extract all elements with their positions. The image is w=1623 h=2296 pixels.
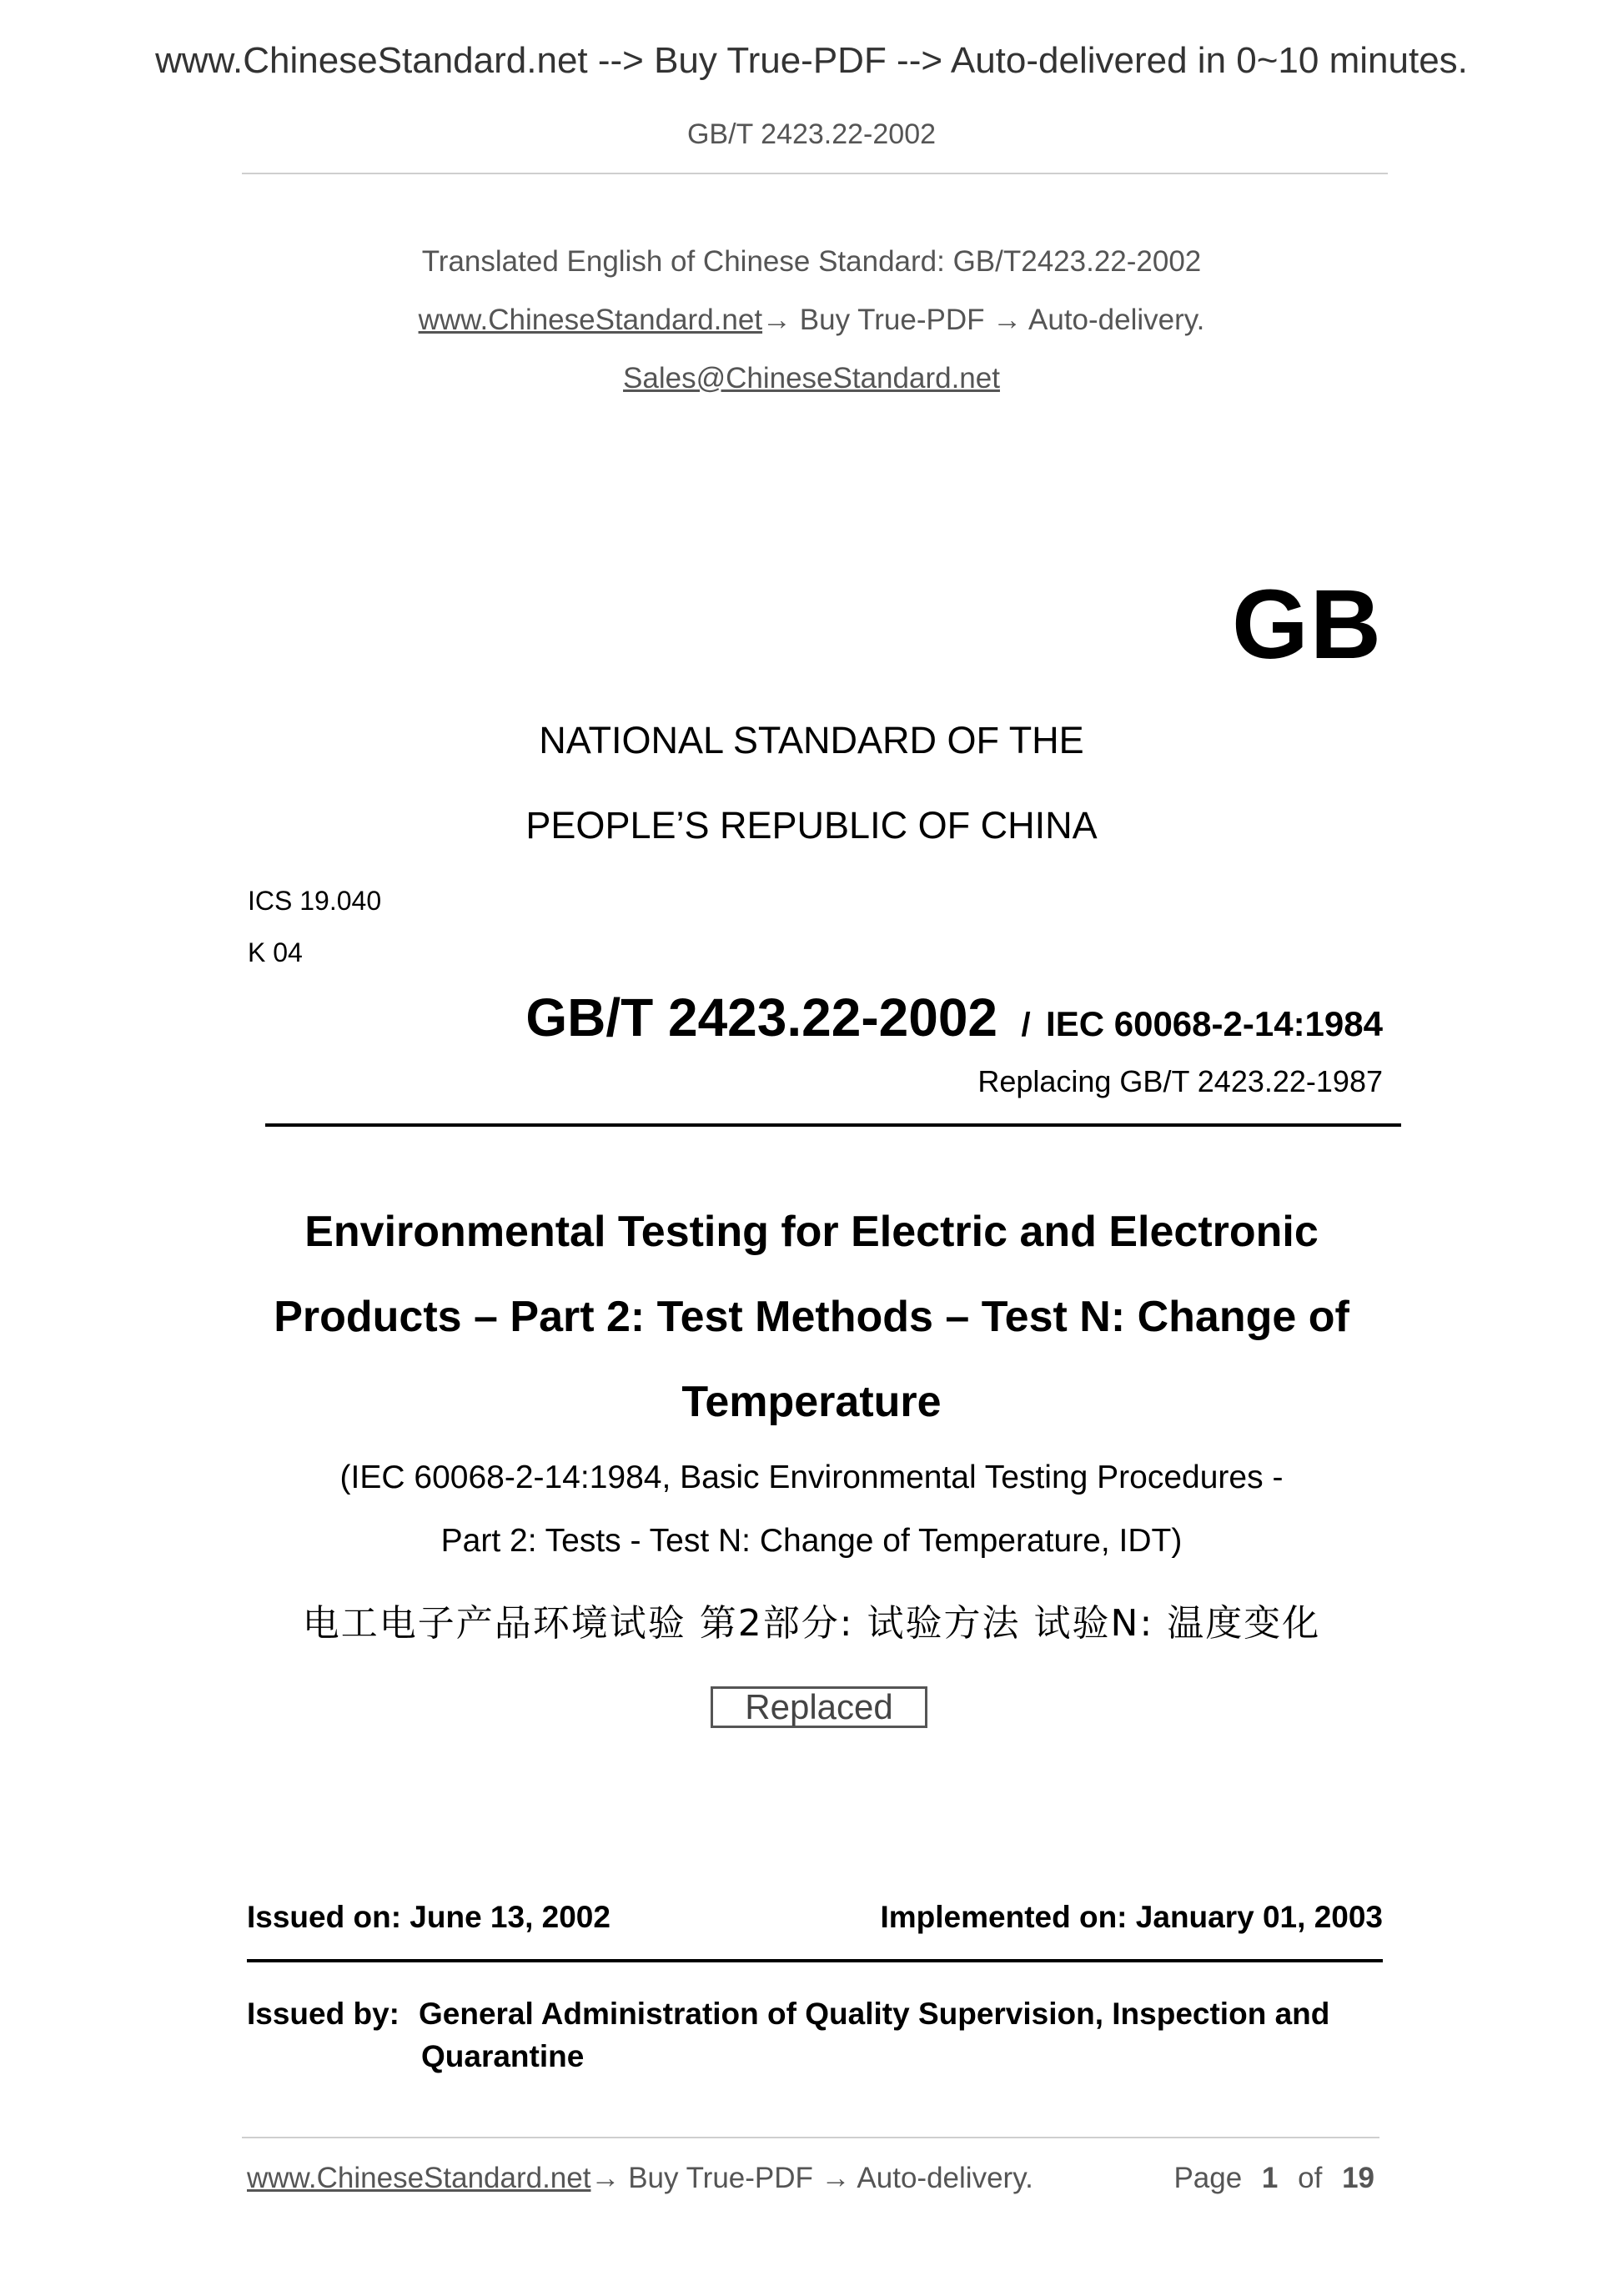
sales-email-link[interactable]: Sales@ChineseStandard.net xyxy=(623,362,1000,394)
right-arrow-icon: → xyxy=(590,2162,621,2194)
footer-divider xyxy=(242,2137,1379,2138)
page-of: of xyxy=(1298,2162,1323,2194)
buy-true-pdf-text: Buy True-PDF xyxy=(791,304,993,336)
title-divider xyxy=(265,1123,1401,1127)
issued-by-label: Issued by: xyxy=(247,1997,399,2031)
header-divider xyxy=(242,173,1388,174)
title-line-1: Environmental Testing for Electric and Electronic xyxy=(304,1208,1319,1256)
page-total: 19 xyxy=(1342,2162,1374,2194)
page-indicator xyxy=(1173,2162,1374,2195)
gb-logo: GB xyxy=(1232,570,1383,680)
issuer-line-2: Quarantine xyxy=(421,2039,585,2073)
implemented-on-date: Implemented on: January 01, 2003 xyxy=(880,1900,1383,1934)
replacing-note: Replacing GB/T 2423.22-1987 xyxy=(977,1064,1383,1098)
ics-code: ICS 19.040 xyxy=(248,886,382,916)
standard-slash: / xyxy=(1021,1007,1031,1043)
footer-links xyxy=(247,2162,1033,2195)
site-link[interactable]: www.ChineseStandard.net xyxy=(418,304,763,336)
chinese-title: 电工电子产品环境试验 第2部分: 试验方法 试验N: 温度变化 xyxy=(302,1602,1321,1645)
auto-delivery-text: Auto-delivery. xyxy=(1022,304,1205,336)
translation-links xyxy=(0,304,1623,337)
national-standard-line2: PEOPLE’S REPUBLIC OF CHINA xyxy=(525,804,1098,847)
page-label: Page xyxy=(1173,2162,1243,2194)
title-line-2: Products – Part 2: Test Methods – Test N: Change of xyxy=(274,1293,1349,1341)
dates-divider xyxy=(247,1959,1383,1962)
sales-email-row xyxy=(0,362,1623,395)
right-arrow-icon: → xyxy=(992,304,1023,336)
national-standard-line1: NATIONAL STANDARD OF THE xyxy=(539,719,1084,761)
header-doc-number: GB/T 2423.22-2002 xyxy=(686,118,937,150)
k-code: K 04 xyxy=(248,937,303,967)
footer-site-link[interactable]: www.ChineseStandard.net xyxy=(247,2162,591,2194)
page-current: 1 xyxy=(1261,2162,1279,2194)
iec-number: IEC 60068-2-14:1984 xyxy=(1046,1004,1383,1043)
issued-on-date: Issued on: June 13, 2002 xyxy=(247,1900,611,1934)
right-arrow-icon: → xyxy=(762,304,792,336)
right-arrow-icon: → xyxy=(821,2162,851,2194)
issuer-line-1: General Administration of Quality Supervision, Inspection and xyxy=(419,1997,1330,2031)
translation-note: Translated English of Chinese Standard: GB/T2423.22-2002 xyxy=(421,245,1202,278)
standard-number: GB/T 2423.22-2002 xyxy=(525,987,998,1048)
top-banner: www.ChineseStandard.net --> Buy True-PDF --> Auto-delivered in 0~10 minutes. xyxy=(155,40,1468,81)
status-badge: Replaced xyxy=(711,1686,927,1728)
standard-number-row xyxy=(525,987,1383,1048)
footer-buy-text: Buy True-PDF xyxy=(620,2162,822,2194)
footer-delivery-text: Auto-delivery. xyxy=(850,2162,1033,2194)
subtitle-line-2: Part 2: Tests - Test N: Change of Temperature, IDT) xyxy=(440,1523,1183,1559)
subtitle-line-1: (IEC 60068-2-14:1984, Basic Environmental Testing Procedures - xyxy=(339,1459,1284,1495)
title-line-3: Temperature xyxy=(681,1378,942,1426)
